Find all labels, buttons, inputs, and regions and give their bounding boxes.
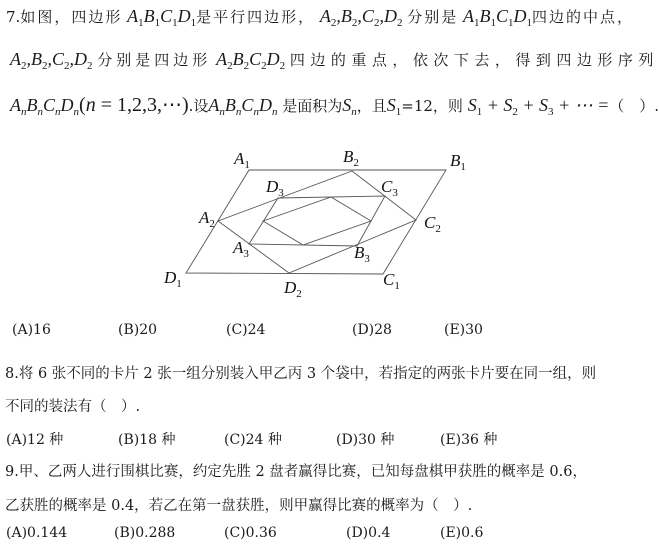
quadrilateral-4: [263, 197, 371, 245]
math-a2b2c2d2-list: $A_2,B_2,C_2,D_2$: [10, 49, 93, 72]
q7-number: 7.: [6, 8, 21, 26]
q9-line2: 乙获胜的概率是 0.4，若乙在第一盘获胜，则甲赢得比赛的概率为（ ）.: [5, 498, 473, 514]
q9-option-a[interactable]: (A)0.144: [6, 525, 68, 541]
label-d2: $D_2$: [284, 278, 302, 300]
q9-number: 9.: [5, 464, 19, 480]
q8-option-b[interactable]: (B)18 种: [118, 432, 176, 448]
q7-option-d[interactable]: (D)28: [352, 322, 392, 338]
q9-option-b[interactable]: (B)0.288: [114, 525, 176, 541]
q7-line2: $A_2,B_2,C_2,D_2$ 分别是四边形 $A_2B_2C_2D_2$ 四边的重点，依次下去，得到四边形序列: [10, 49, 659, 72]
q9-line1: 9.甲、乙两人进行围棋比赛，约定先胜 2 盘者赢得比赛，已知每盘棋甲获胜的概率是 0.6，: [5, 464, 587, 480]
q7-line1: 7.如图，四边形 $A_1B_1C_1D_1$是平行四边形， $A_2,B_2,C_2,D_2$ 分别是 $A_1B_1C_1D_1$四边的中点，: [6, 6, 635, 29]
q8-option-a[interactable]: (A)12 种: [6, 432, 64, 448]
math-anbncndn: $A_nB_nC_nD_n$: [208, 95, 278, 118]
q8-option-e[interactable]: (E)36 种: [440, 432, 498, 448]
label-c2: $C_2$: [424, 213, 441, 235]
math-a2b2c2d2: $A_2B_2C_2D_2$: [216, 49, 286, 72]
label-b3: $B_3$: [354, 243, 370, 265]
math-anbncndn: $A_nB_nC_nD_n$: [10, 95, 80, 118]
parallelogram-1: [186, 170, 446, 274]
q9-option-d[interactable]: (D)0.4: [346, 525, 391, 541]
math-s1: $S_1$: [386, 95, 402, 118]
q9-option-c[interactable]: (C)0.36: [224, 525, 277, 541]
q7-option-c[interactable]: (C)24: [226, 322, 266, 338]
math-a1b1c1d1: $A_1B_1C_1D_1$: [463, 6, 533, 29]
q8-line2: 不同的装法有（ ）.: [5, 399, 141, 415]
label-c3: $C_3$: [381, 177, 398, 199]
label-b1: $B_1$: [450, 151, 466, 173]
label-b2: $B_2$: [343, 147, 359, 169]
math-series-sum: $S_1 + S_2 + S_3$ + ⋯ =: [467, 95, 610, 118]
math-a1b1c1d1: $A_1B_1C_1D_1$: [127, 6, 197, 29]
math-sn: $S_n$: [342, 95, 357, 118]
math-a2b2c2d2-list: $A_2,B_2,C_2,D_2$: [319, 6, 403, 29]
q8-option-d[interactable]: (D)30 种: [336, 432, 395, 448]
q9-option-e[interactable]: (E)0.6: [440, 525, 484, 541]
q7-option-a[interactable]: (A)16: [12, 322, 51, 338]
label-a2: $A_2$: [199, 208, 215, 230]
label-d3: $D_3$: [266, 177, 284, 199]
math-n-range: (n = 1,2,3,⋯): [79, 94, 189, 116]
label-d1: $D_1$: [164, 268, 182, 290]
q8-line1: 8.将 6 张不同的卡片 2 张一组分别装入甲乙丙 3 个袋中，若指定的两张卡片要在同一组，则: [5, 366, 597, 382]
q8-option-c[interactable]: (C)24 种: [224, 432, 282, 448]
quadrilateral-3: [249, 196, 385, 246]
q7-option-e[interactable]: (E)30: [444, 322, 483, 338]
q8-number: 8.: [5, 366, 19, 382]
label-c1: $C_1$: [383, 270, 400, 292]
q7-option-b[interactable]: (B)20: [118, 322, 158, 338]
label-a3: $A_3$: [233, 238, 249, 260]
q7-line3: $A_nB_nC_nD_n(n$ = 1,2,3,⋯).设$A_nB_nC_nD_n$ 是面积为$S_n$，且$S_1=12$，则 $S_1 + S_2 + S_3$ + ⋯ =（ ）.: [10, 94, 659, 118]
label-a1: $A_1$: [234, 149, 250, 171]
